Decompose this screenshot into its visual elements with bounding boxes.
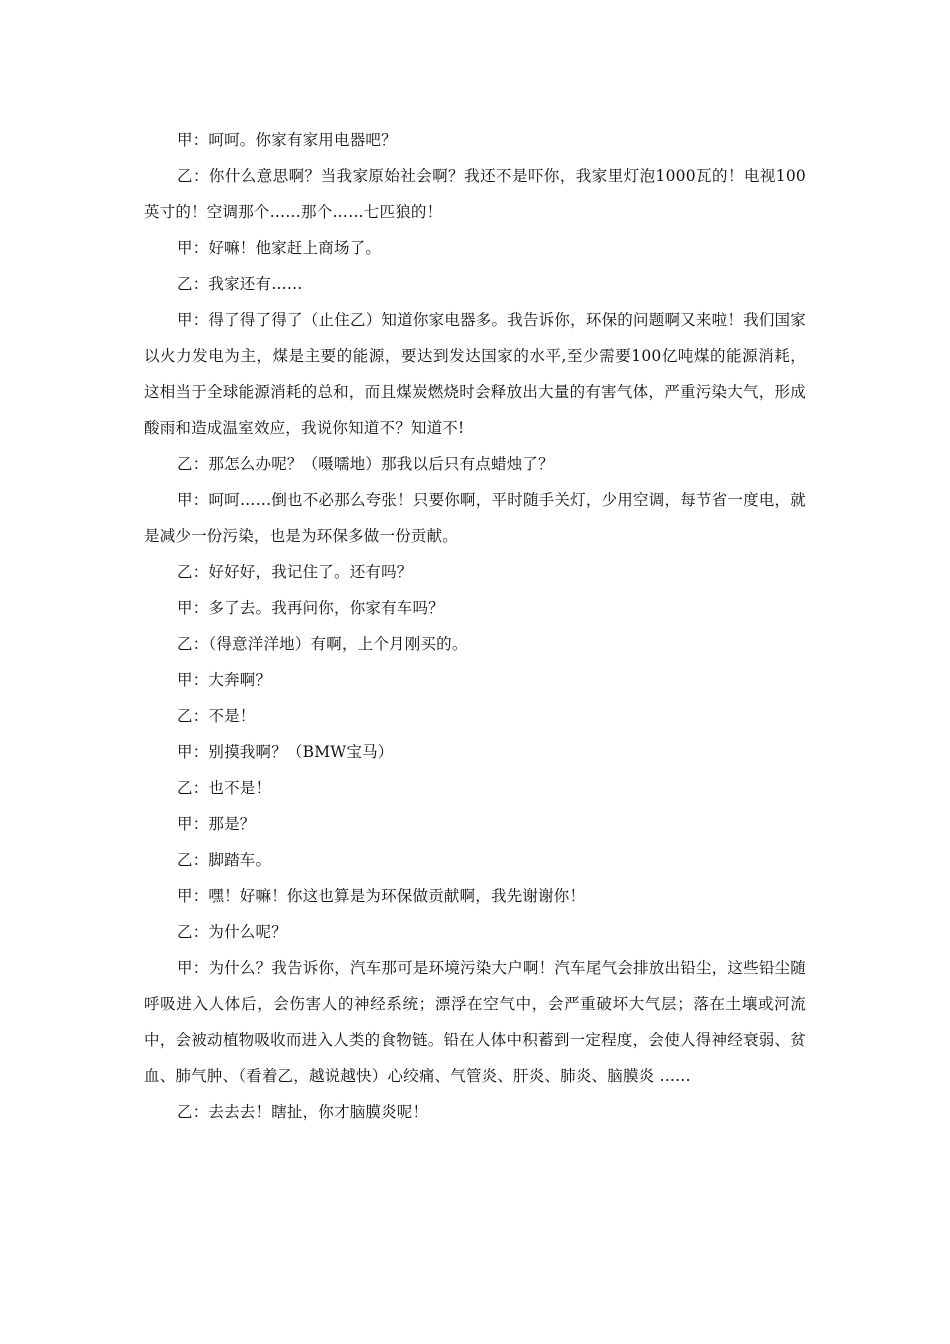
dialogue-line: 甲：为什么？我告诉你，汽车那可是环境污染大户啊！汽车尾气会排放出铅尘，这些铅尘随呼吸进入人体后，会伤害人的神经系统；漂浮在空气中，会严重破坏大气层；落在土壤或河流中，会被动植物吸收而进入人类的食物链。铅在人体中积蓄到一定程度，会使人得神经衰弱、贫血、肺气肿、（看着乙，越说越快）心绞痛、气管炎、肝炎、肺炎、脑膜炎 …… [144, 959, 806, 1085]
dialogue-line: 甲：得了得了得了（止住乙）知道你家电器多。我告诉你，环保的问题啊又来啦！我们国家以火力发电为主，煤是主要的能源，要达到发达国家的水平,至少需要100亿吨煤的能源消耗，这相当于全球能源消耗的总和，而且煤炭燃烧时会释放出大量的有害气体，严重污染大气，形成酸雨和造成温室效应，我说你知道不？知道不! [144, 311, 806, 437]
dialogue-line: 乙：不是！ [177, 707, 256, 725]
dialogue-line: 乙：那怎么办呢？（嗫嚅地）那我以后只有点蜡烛了？ [177, 455, 554, 473]
dialogue-line: 乙：我家还有…… [177, 275, 303, 293]
dialogue-line: 乙：为什么呢？ [177, 923, 287, 941]
dialogue-line: 甲：呵呵……倒也不必那么夸张！只要你啊，平时随手关灯，少用空调，每节省一度电，就是减少一份污染，也是为环保多做一份贡献。 [144, 491, 806, 545]
dialogue-line: 甲：嘿！好嘛！你这也算是为环保做贡献啊，我先谢谢你！ [177, 887, 586, 905]
dialogue-line: 乙：去去去！瞎扯，你才脑膜炎呢！ [177, 1103, 429, 1121]
dialogue-line: 甲：多了去。我再问你，你家有车吗？ [177, 599, 444, 617]
dialogue-line: 乙：你什么意思啊？当我家原始社会啊？我还不是吓你，我家里灯泡1000瓦的！电视100英寸的！空调那个……那个……七匹狼的！ [144, 167, 806, 221]
dialogue-line: 甲：别摸我啊？（BMW宝马） [177, 743, 394, 761]
dialogue-line: 甲：呵呵。你家有家用电器吧？ [177, 131, 397, 149]
dialogue-line: 甲：那是？ [177, 815, 256, 833]
dialogue-line: 甲：大奔啊？ [177, 671, 272, 689]
dialogue-line: 乙：也不是！ [177, 779, 272, 797]
dialogue-text [144, 122, 806, 1130]
dialogue-line: 乙：脚踏车。 [177, 851, 272, 869]
dialogue-line: 乙：好好好，我记住了。还有吗？ [177, 563, 413, 581]
dialogue-line: 甲：好嘛！他家赶上商场了。 [177, 239, 382, 257]
dialogue-line: 乙：（得意洋洋地）有啊，上个月刚买的。 [177, 635, 468, 653]
